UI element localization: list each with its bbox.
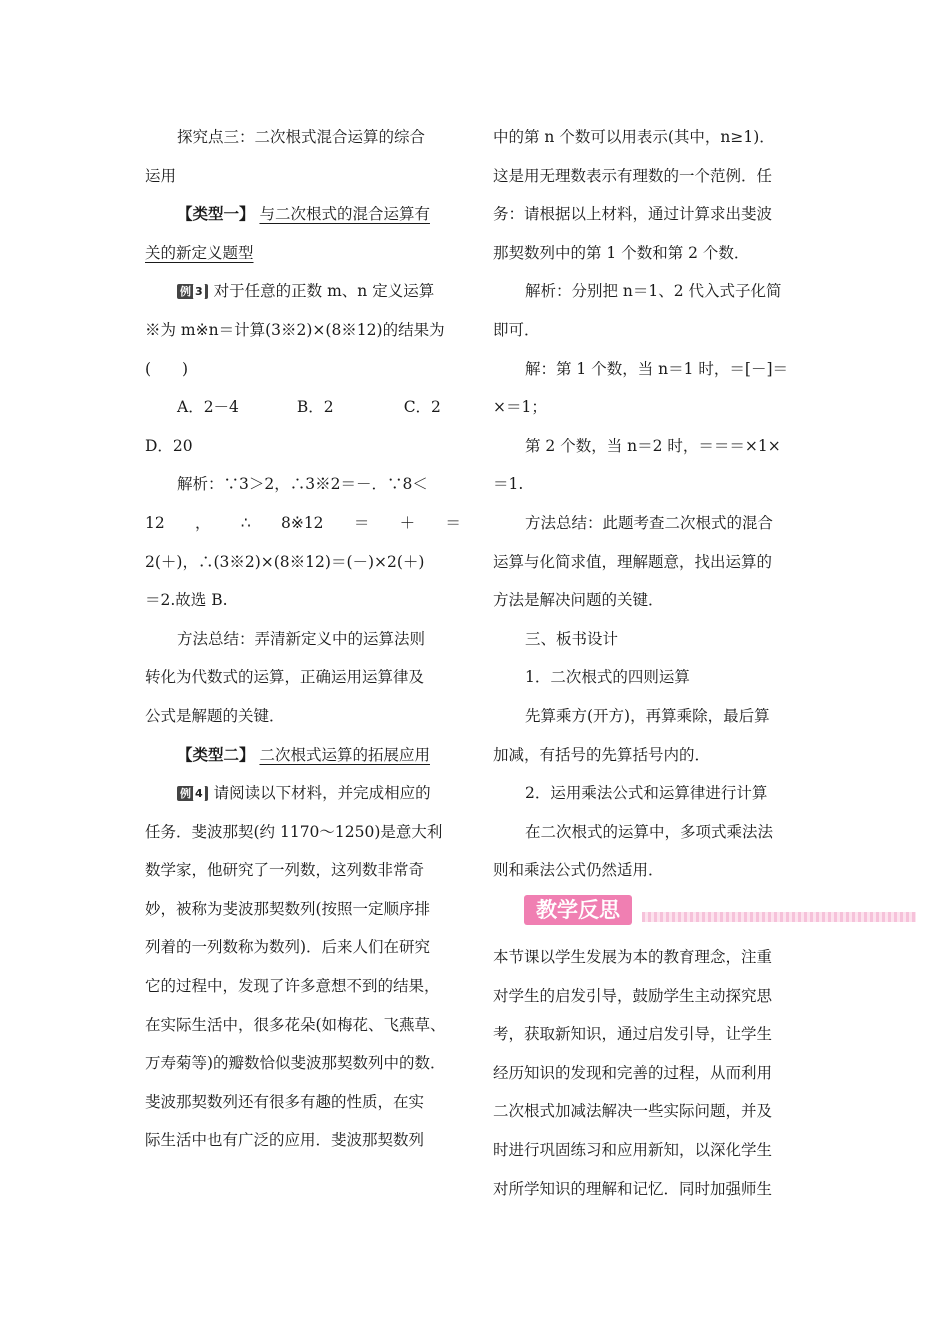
type-title: 二次根式运算的拓展应用 bbox=[259, 745, 430, 764]
type-one-heading bbox=[145, 195, 461, 234]
example-3-line bbox=[145, 272, 461, 311]
left-column bbox=[145, 118, 461, 1160]
example-badge: 例 4 bbox=[177, 786, 208, 801]
text-line: 时进行巩固练习和应用新知，以深化学生 bbox=[493, 1140, 773, 1159]
answer-paren: ( ) bbox=[145, 359, 189, 378]
text-line: 这是用无理数表示有理数的一个范例．任 bbox=[493, 166, 773, 185]
text-line: 对所学知识的理解和记忆．同时加强师生 bbox=[493, 1179, 773, 1198]
text-line: 那契数列中的第 1 个数和第 2 个数． bbox=[493, 243, 750, 262]
text-line: 经历知识的发现和完善的过程，从而利用 bbox=[493, 1063, 773, 1082]
section-heading-cont: 运用 bbox=[145, 166, 177, 185]
text-line: ＝2.故选 B. bbox=[145, 591, 228, 610]
text-line: 妙，被称为斐波那契数列(按照一定顺序排 bbox=[145, 899, 431, 918]
example-badge: 例 3 bbox=[177, 284, 208, 299]
text-line: 斐波那契数列还有很多有趣的性质，在实 bbox=[145, 1092, 425, 1111]
right-column bbox=[493, 118, 811, 890]
type-title-cont: 关的新定义题型 bbox=[145, 243, 254, 262]
text-line: 对学生的启发引导，鼓励学生主动探究思 bbox=[493, 986, 773, 1005]
type-label: 【类型一】 bbox=[177, 204, 255, 224]
example-text: 对于任意的正数 m、n 定义运算 bbox=[213, 282, 435, 301]
text-line: 际生活中也有广泛的应用．斐波那契数列 bbox=[145, 1131, 425, 1150]
teaching-reflection-banner bbox=[524, 893, 916, 929]
text-line: 运算与化简求值，理解题意，找出运算的 bbox=[493, 552, 773, 571]
example-4-line bbox=[145, 774, 461, 813]
analysis-line: 解析：分别把 n＝1、2 代入式子化简 bbox=[525, 282, 782, 301]
option-d: D．20 bbox=[145, 436, 193, 455]
text-line: 加减，有括号的先算括号内的． bbox=[493, 745, 711, 764]
text-line: 考，获取新知识，通过启发引导，让学生 bbox=[493, 1025, 773, 1044]
option-c: C．2 bbox=[403, 398, 441, 417]
text-line: 务：请根据以上材料，通过计算求出斐波 bbox=[493, 205, 773, 224]
section-heading: 探究点三：二次根式混合运算的综合 bbox=[177, 128, 426, 146]
text-line: 列着的一列数称为数列)．后来人们在研究 bbox=[145, 938, 431, 957]
board-design-heading: 三、板书设计 bbox=[525, 629, 619, 648]
teaching-reflection-title: 教学反思 bbox=[524, 895, 632, 925]
text-line: ※为 m※n＝计算(3※2)×(8※12)的结果为 bbox=[145, 320, 445, 339]
analysis-line: 解析：∵3＞2，∴3※2＝－．∵8＜ bbox=[177, 475, 428, 494]
method-summary: 方法总结：此题考查二次根式的混合 bbox=[525, 513, 774, 532]
options-line bbox=[145, 388, 461, 427]
text-line: 中的第 n 个数可以用表示(其中，n≥1)． bbox=[493, 128, 775, 146]
type-title: 与二次根式的混合运算有 bbox=[259, 205, 430, 224]
text-line: 2(＋)，∴(3※2)×(8※12)＝(－)×2(＋) bbox=[145, 552, 425, 571]
option-a: A．2－4 bbox=[177, 398, 239, 417]
list-item: 1．二次根式的四则运算 bbox=[525, 668, 690, 687]
solution-line: 解：第 1 个数，当 n＝1 时，＝[－]＝ bbox=[525, 359, 789, 378]
reflection-text bbox=[493, 938, 811, 1208]
solution-line: 第 2 个数，当 n＝2 时，＝＝＝×1× bbox=[525, 436, 781, 455]
text-line: 转化为代数式的运算，正确运用运算律及 bbox=[145, 668, 425, 687]
justified-line: 12 ， ∴ 8※12 ＝ ＋ ＝ bbox=[145, 513, 461, 532]
type-two-heading bbox=[145, 736, 461, 775]
text-line: 在实际生活中，很多花朵(如梅花、飞燕草、 bbox=[145, 1015, 446, 1034]
text-line: 数学家，他研究了一列数，这列数非常奇 bbox=[145, 861, 425, 880]
text-line: 则和乘法公式仍然适用． bbox=[493, 861, 664, 880]
text-line: 任务．斐波那契(约 1170～1250)是意大利 bbox=[145, 822, 443, 841]
text-line: 二次根式加减法解决一些实际问题，并及 bbox=[493, 1102, 773, 1121]
option-b: B．2 bbox=[296, 398, 334, 417]
text-line: 方法是解决问题的关键． bbox=[493, 591, 664, 610]
text-line: 万寿菊等)的瓣数恰似斐波那契数列中的数． bbox=[145, 1054, 446, 1073]
text-line: 先算乘方(开方)，再算乘除，最后算 bbox=[525, 706, 770, 725]
type-label: 【类型二】 bbox=[177, 744, 255, 764]
text-line: 本节课以学生发展为本的教育理念，注重 bbox=[493, 948, 773, 966]
text-line: ＝1. bbox=[493, 475, 524, 494]
banner-dotted-rule bbox=[642, 912, 916, 922]
text-line: 即可． bbox=[493, 320, 540, 339]
text-line: 在二次根式的运算中，多项式乘法法 bbox=[525, 822, 774, 841]
text-line: ×＝1； bbox=[493, 398, 547, 417]
example-text: 请阅读以下材料，并完成相应的 bbox=[213, 784, 431, 803]
text-line: 它的过程中，发现了许多意想不到的结果， bbox=[145, 977, 440, 996]
method-summary: 方法总结：弄清新定义中的运算法则 bbox=[177, 629, 426, 648]
list-item: 2．运用乘法公式和运算律进行计算 bbox=[525, 784, 768, 803]
text-line: 公式是解题的关键． bbox=[145, 706, 285, 725]
